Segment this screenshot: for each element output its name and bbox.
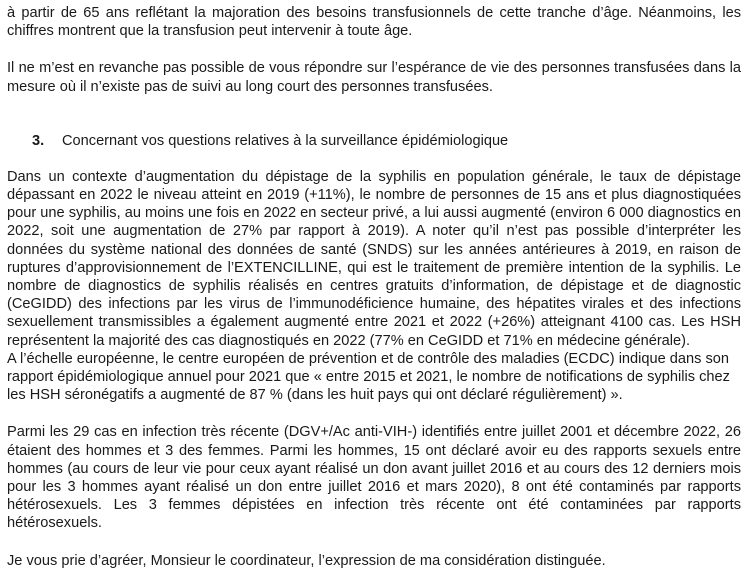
section-number: 3. bbox=[32, 132, 45, 149]
section-title: Concernant vos questions relatives à la surveillance épidémiologique bbox=[62, 132, 509, 149]
paragraph-life-expectancy: Il ne m’est en revanche pas possible de vous répondre sur l’espérance de vie des personnes transfusées dans la mesure où il n’existe pas de suivi au long court des personnes transfusées. bbox=[7, 60, 741, 95]
paragraph-closing: Je vous prie d’agréer, Monsieur le coordinateur, l’expression de ma considération distinguée. bbox=[7, 552, 606, 569]
paragraph-transfusion-age: à partir de 65 ans reflétant la majoration des besoins transfusionnels de cette tranche d’âge. Néanmoins, les chiffres montrent que la transfusion peut intervenir à toute âge. bbox=[7, 5, 741, 40]
section-heading-3 bbox=[7, 133, 741, 149]
paragraph-syphilis-screening: Dans un contexte d’augmentation du dépistage de la syphilis en population générale, le taux de dépistage dépassant en 2022 le niveau atteint en 2019 (+11%), le nombre de personnes de 15 ans et plus diagnostiquées pour une syphilis, au moins une fois en 2022 en secteur privé, a lui aussi augmenté (environ 6 000 diagnostics en 2022, soit une augmentation de 27% par rapport à 2019). A noter qu’il n’est pas possible d’interpréter les données du système national des données de santé (SNDS) sur les années antérieures à 2019, en raison de ruptures d’approvisionnement de l’EXTENCILLINE, qui est le traitement de première intention de la syphilis. Le nombre de diagnostics de syphilis réalisés en centres gratuits d’information, de dépistage et de diagnostic (CeGIDD) des infections par les virus de l’immunodéficience humaine, des hépatites virales et des infections sexuellement transmissibles a également augmenté entre 2021 et 2022 (+26%) atteignant 4100 cas. Les HSH représentent la majorité des cas diagnostiqués en 2022 (77% en CeGIDD et 71% en médecine générale). bbox=[7, 168, 741, 349]
paragraph-european-context: A l’échelle européenne, le centre européen de prévention et de contrôle des maladies (ECDC) indique dans son rapport épidémiologique annuel pour 2021 que « entre 2015 et 2021, le nombre de notifications de syphilis chez les HSH séronégatifs a augmenté de 87 % (dans les huit pays qui ont déclaré régulièrement) ». bbox=[7, 350, 730, 404]
paragraph-recent-infections: Parmi les 29 cas en infection très récente (DGV+/Ac anti-VIH-) identifiés entre juillet 2001 et décembre 2022, 26 étaient des hommes et 3 des femmes. Parmi les hommes, 15 ont déclaré avoir eu des rapports sexuels entre hommes (au cours de leur vie pour ceux ayant réalisé un don avant juillet 2016 et au cours des 12 derniers mois pour les 3 hommes ayant réalisé un don entre juillet 2016 et mars 2020), 8 ont été contaminés par rapports hétérosexuels. Les 3 femmes dépistées en infection très récente ont été contaminées par rapports hétérosexuels. bbox=[7, 424, 741, 532]
